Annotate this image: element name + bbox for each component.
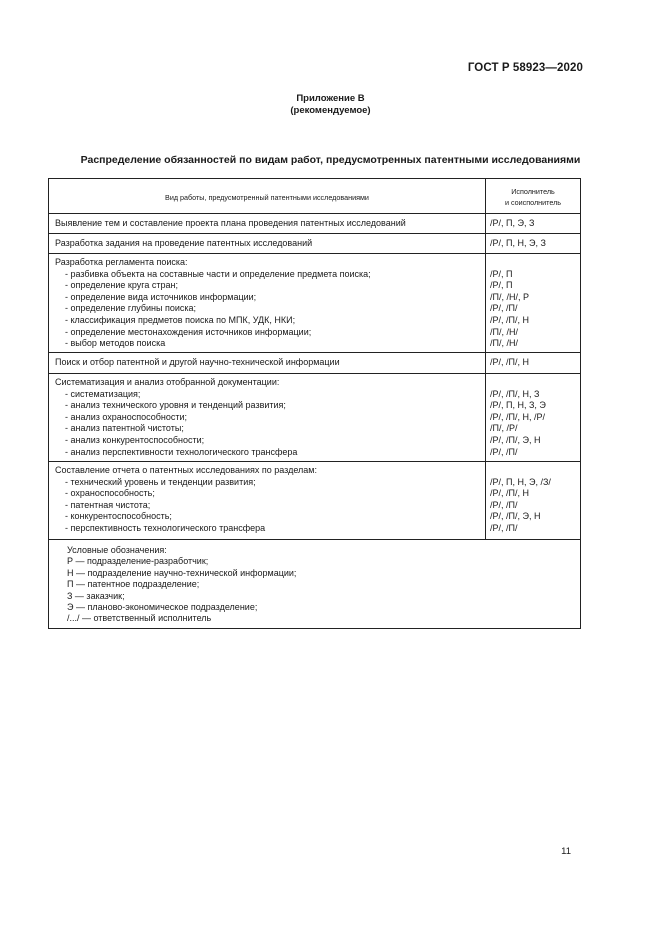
table-row [49, 254, 580, 353]
executor-line: /Р/, /П/, Н [490, 488, 529, 499]
legend-line: Условные обозначения: [67, 545, 167, 555]
executor-line: /Р/, /П/ [490, 522, 518, 533]
column-header-executor-line: Исполнитель [511, 187, 555, 196]
work-line: - конкурентоспособность; [65, 511, 172, 522]
column-header-work: Вид работы, предусмотренный патентными исследованиями [165, 193, 369, 202]
executor-cell [490, 357, 580, 369]
executor-cell [490, 257, 580, 350]
executor-line: /Р/, П [490, 268, 513, 279]
work-cell [55, 257, 479, 350]
executor-cell [490, 377, 580, 458]
executor-line: /Р/, /П/ [490, 499, 518, 510]
duties-table [48, 178, 581, 629]
table-row [49, 214, 580, 234]
work-line: - разбивка объекта на составные части и определение предмета поиска; [65, 268, 371, 279]
legend-line: З — заказчик; [67, 590, 125, 601]
executor-line: /Р/, /П/, Н [490, 357, 529, 367]
work-line: Составление отчета о патентных исследованиях по разделам: [55, 465, 317, 475]
table-row [49, 234, 580, 254]
work-line: - определение глубины поиска; [65, 303, 197, 314]
work-line: - анализ патентной чистоты; [65, 423, 184, 434]
work-line: - определение вида источников информации; [65, 291, 257, 302]
work-line: - анализ конкурентоспособности; [65, 434, 205, 445]
appendix-heading [0, 93, 661, 117]
executor-line: /Р/, /П/, Э, Н [490, 511, 541, 522]
column-divider [485, 462, 486, 540]
executor-line: /Р/, /П/, Н [490, 314, 529, 325]
work-line: Систематизация и анализ отобранной документации: [55, 377, 280, 387]
executor-line: /П/, /Н/ [490, 326, 518, 337]
legend-line: Э — планово-экономическое подразделение; [67, 602, 258, 613]
table-header-row [49, 179, 580, 214]
work-line: - определение круга стран; [65, 280, 178, 291]
work-line: - анализ перспективности технологического трансфера [65, 446, 298, 457]
table-row [49, 374, 580, 462]
work-line: - технический уровень и тенденции развития; [65, 476, 256, 487]
appendix-subtitle: (рекомендуемое) [290, 105, 371, 116]
executor-line: /Р/, П [490, 280, 513, 291]
executor-line [490, 465, 580, 477]
column-header-executor [486, 186, 580, 208]
column-header-executor-line: и соисполнитель [504, 198, 562, 207]
executor-line: /П/, /Р/ [490, 423, 518, 434]
work-line: - выбор методов поиска [65, 338, 166, 349]
legend-line: Н — подразделение научно-технической информации; [67, 567, 297, 578]
work-line: - анализ охраноспособности; [65, 411, 188, 422]
legend-line: Р — подразделение-разработчик; [67, 556, 209, 567]
executor-line: /Р/, П, Н, Э, З [490, 238, 546, 248]
work-line: - анализ технического уровня и тенденций развития; [65, 400, 286, 411]
column-divider [485, 214, 486, 234]
table-row [49, 353, 580, 374]
executor-line: /П/, /Н/ [490, 338, 518, 349]
executor-line: /Р/, П, Н, З, Э [490, 400, 546, 411]
executor-line: /Р/, П, Н, Э, /З/ [490, 476, 551, 487]
column-divider [485, 374, 486, 462]
work-line: Разработка задания на проведение патентных исследований [55, 238, 313, 248]
work-line: - систематизация; [65, 388, 141, 399]
executor-cell [490, 238, 580, 250]
work-cell [55, 377, 479, 458]
executor-line: /Р/, /П/, Н, /Р/ [490, 411, 545, 422]
executor-cell [490, 218, 580, 230]
table-title: Распределение обязанностей по видам работ, предусмотренных патентными исследованиями [80, 154, 581, 166]
work-line: - перспективность технологического трансфера [65, 522, 266, 533]
work-line: Разработка регламента поиска: [55, 257, 188, 267]
legend-row [49, 540, 580, 628]
page-number: 11 [561, 846, 571, 857]
executor-line [490, 377, 580, 389]
work-cell [55, 465, 479, 535]
executor-line: /Р/, /П/, Н, З [490, 388, 540, 399]
executor-line: /Р/, /П/ [490, 446, 518, 457]
legend-line: /.../ — ответственный исполнитель [67, 613, 212, 624]
work-cell [55, 218, 479, 230]
work-line: - охраноспособность; [65, 488, 155, 499]
executor-cell [490, 465, 580, 535]
executor-line: /Р/, П, Э, З [490, 218, 535, 228]
work-line: - определение местонахождения источников информации; [65, 326, 312, 337]
column-divider [485, 353, 486, 374]
column-divider [485, 234, 486, 254]
work-line: - классификация предметов поиска по МПК, УДК, НКИ; [65, 314, 296, 325]
legend [67, 545, 296, 625]
executor-line: /П/, /Н/, Р [490, 291, 529, 302]
work-cell [55, 357, 479, 369]
work-line: - патентная чистота; [65, 499, 151, 510]
executor-line: /Р/, /П/ [490, 303, 518, 314]
work-cell [55, 238, 479, 250]
legend-line: П — патентное подразделение; [67, 579, 200, 590]
executor-line: /Р/, /П/, Э, Н [490, 434, 541, 445]
work-line: Поиск и отбор патентной и другой научно-технической информации [55, 357, 340, 367]
appendix-title: Приложение В [296, 93, 365, 104]
table-row [49, 462, 580, 540]
column-divider [485, 254, 486, 353]
document-code: ГОСТ Р 58923—2020 [467, 62, 583, 74]
executor-line [490, 257, 580, 269]
work-line: Выявление тем и составление проекта плана проведения патентных исследований [55, 218, 406, 228]
